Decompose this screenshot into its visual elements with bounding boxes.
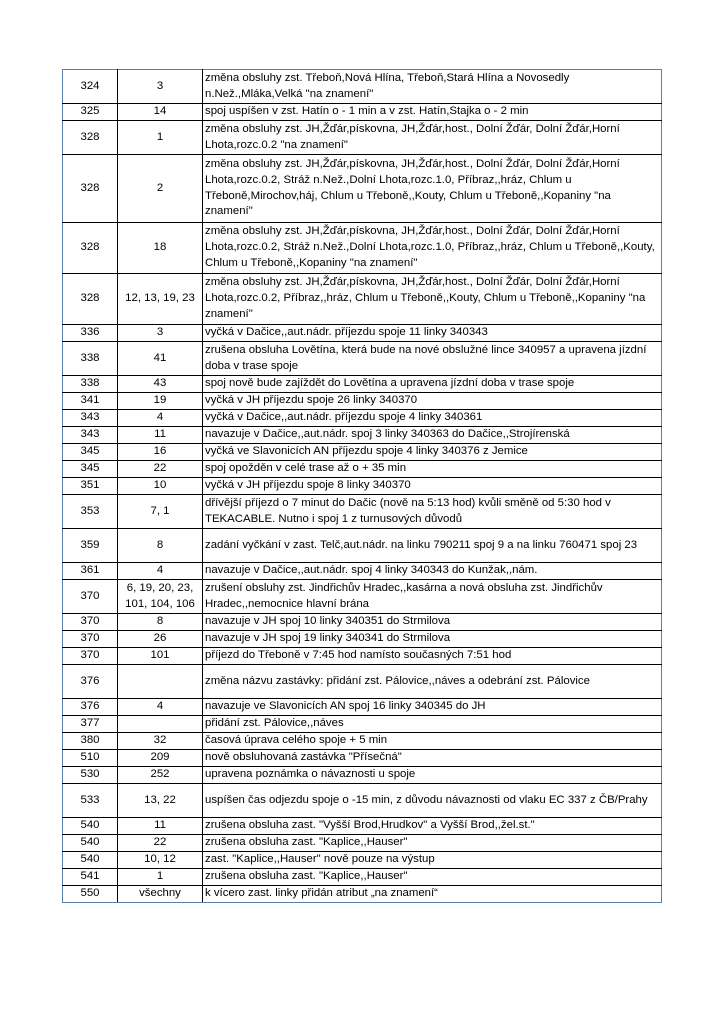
note-cell: zrušena obsluha zast. "Kaplice,,Hauser" [203,835,662,852]
table-row [63,223,662,274]
trip-cell: 209 [118,750,203,767]
table-row [63,427,662,444]
trip-cell: 12, 13, 19, 23 [118,274,203,325]
line-cell: 540 [63,818,118,835]
note-cell: vyčká v JH příjezdu spoje 8 linky 340370 [203,478,662,495]
line-cell: 510 [63,750,118,767]
trip-cell: 26 [118,631,203,648]
table-row [63,478,662,495]
trip-cell: 8 [118,614,203,631]
table-row [63,274,662,325]
table-row [63,104,662,121]
line-cell: 380 [63,733,118,750]
line-cell: 540 [63,852,118,869]
line-cell: 345 [63,461,118,478]
note-cell: zadání vyčkání v zast. Telč,aut.nádr. na linku 790211 spoj 9 a na linku 760471 spoj 23 [203,529,662,563]
table-row [63,121,662,155]
table-row [63,563,662,580]
changes-table [62,69,662,903]
trip-cell: 252 [118,767,203,784]
table-row [63,325,662,342]
line-cell: 341 [63,393,118,410]
trip-cell: 10 [118,478,203,495]
trip-cell: 4 [118,699,203,716]
table-row [63,784,662,818]
trip-cell: 4 [118,563,203,580]
note-cell: změna názvu zastávky: přidání zst. Pálovice,,náves a odebrání zst. Pálovice [203,665,662,699]
line-cell: 324 [63,70,118,104]
trip-cell: 11 [118,427,203,444]
table-row [63,733,662,750]
trip-cell: 6, 19, 20, 23, 101, 104, 106 [118,580,203,614]
note-cell: změna obsluhy zst. Třeboň,Nová Hlína, Třeboň,Stará Hlína a Novosedly n.Než.,Mláka,Velká "na znamení" [203,70,662,104]
line-cell: 376 [63,699,118,716]
trip-cell: 16 [118,444,203,461]
note-cell: dřívější příjezd o 7 minut do Dačic (nově na 5:13 hod) kvůli směně od 5:30 hod v TEKACABLE. Nutno i spoj 1 z turnusových důvodů [203,495,662,529]
note-cell: navazuje v Dačice,,aut.nádr. spoj 3 linky 340363 do Dačice,,Strojírenská [203,427,662,444]
trip-cell: 3 [118,325,203,342]
trip-cell: 4 [118,410,203,427]
table-row [63,393,662,410]
table-row [63,461,662,478]
trip-cell: 41 [118,342,203,376]
trip-cell: 101 [118,648,203,665]
trip-cell: 14 [118,104,203,121]
line-cell: 361 [63,563,118,580]
trip-cell: všechny [118,886,203,903]
trip-cell: 43 [118,376,203,393]
note-cell: vyčká v JH příjezdu spoje 26 linky 340370 [203,393,662,410]
line-cell: 336 [63,325,118,342]
note-cell: vyčká ve Slavonicích AN příjezdu spoje 4 linky 340376 z Jemice [203,444,662,461]
line-cell: 345 [63,444,118,461]
line-cell: 370 [63,631,118,648]
table-row [63,580,662,614]
note-cell: k vícero zast. linky přidán atribut „na znamení“ [203,886,662,903]
note-cell: změna obsluhy zst. JH,Žďár,pískovna, JH,Žďár,host., Dolní Žďár, Dolní Žďár,Horní Lhota,rozc.0.2, Příbraz,,hráz, Chlum u Třeboně,,Kouty, Chlum u Třeboně,,Kopaniny "na znamení" [203,274,662,325]
note-cell: navazuje v Dačice,,aut.nádr. spoj 4 linky 340343 do Kunžak,,nám. [203,563,662,580]
line-cell: 376 [63,665,118,699]
trip-cell: 32 [118,733,203,750]
note-cell: uspíšen čas odjezdu spoje o -15 min, z důvodu návaznosti od vlaku EC 337 z ČB/Prahy [203,784,662,818]
note-cell: příjezd do Třeboně v 7:45 hod namísto současných 7:51 hod [203,648,662,665]
note-cell: navazuje v JH spoj 19 linky 340341 do Strmilova [203,631,662,648]
line-cell: 343 [63,410,118,427]
note-cell: vyčká v Dačice,,aut.nádr. příjezdu spoje 4 linky 340361 [203,410,662,427]
trip-cell [118,716,203,733]
trip-cell: 19 [118,393,203,410]
table-row [63,614,662,631]
note-cell: změna obsluhy zst. JH,Žďár,pískovna, JH,Žďár,host., Dolní Žďár, Dolní Žďár,Horní Lhota,rozc.0.2, Stráž n.Než.,Dolní Lhota,rozc.1.0, Příbraz,,hráz, Chlum u Třeboně,,Kouty, Chlum u Třeboně,,Kopaniny "na znamení" [203,223,662,274]
table-row [63,495,662,529]
line-cell: 370 [63,580,118,614]
note-cell: spoj nově bude zajíždět do Lovětína a upravena jízdní doba v trase spoje [203,376,662,393]
line-cell: 359 [63,529,118,563]
note-cell: zast. "Kaplice,,Hauser" nově pouze na výstup [203,852,662,869]
trip-cell: 18 [118,223,203,274]
trip-cell: 2 [118,155,203,223]
note-cell: přidání zst. Pálovice,,náves [203,716,662,733]
trip-cell: 22 [118,835,203,852]
trip-cell [118,665,203,699]
table-row [63,70,662,104]
table-row [63,886,662,903]
note-cell: zrušena obsluha zast. "Vyšší Brod,Hrudkov" a Vyšší Brod,,žel.st." [203,818,662,835]
table-row [63,767,662,784]
table-row [63,818,662,835]
line-cell: 338 [63,376,118,393]
note-cell: nově obsluhovaná zastávka "Přísečná" [203,750,662,767]
note-cell: změna obsluhy zst. JH,Žďár,pískovna, JH,Žďár,host., Dolní Žďár, Dolní Žďár,Horní Lhota,rozc.0.2 "na znamení" [203,121,662,155]
table-row [63,835,662,852]
trip-cell: 8 [118,529,203,563]
note-cell: upravena poznámka o návaznosti u spoje [203,767,662,784]
line-cell: 353 [63,495,118,529]
line-cell: 370 [63,614,118,631]
table-row [63,852,662,869]
trip-cell: 1 [118,869,203,886]
table-row [63,529,662,563]
trip-cell: 10, 12 [118,852,203,869]
line-cell: 328 [63,223,118,274]
line-cell: 328 [63,274,118,325]
line-cell: 370 [63,648,118,665]
note-cell: časová úprava celého spoje + 5 min [203,733,662,750]
line-cell: 540 [63,835,118,852]
table-row [63,444,662,461]
table-row [63,750,662,767]
line-cell: 328 [63,121,118,155]
trip-cell: 3 [118,70,203,104]
line-cell: 530 [63,767,118,784]
line-cell: 377 [63,716,118,733]
note-cell: zrušena obsluha Lovětína, která bude na nové obslužné lince 340957 a upravena jízdní doba v trase spoje [203,342,662,376]
note-cell: spoj uspíšen v zst. Hatín o - 1 min a v zst. Hatín,Stajka o - 2 min [203,104,662,121]
line-cell: 541 [63,869,118,886]
note-cell: spoj opožděn v celé trase až o + 35 min [203,461,662,478]
line-cell: 338 [63,342,118,376]
line-cell: 343 [63,427,118,444]
trip-cell: 11 [118,818,203,835]
table-row [63,376,662,393]
line-cell: 351 [63,478,118,495]
note-cell: zrušení obsluhy zst. Jindřichův Hradec,,kasárna a nová obsluha zst. Jindřichův Hradec,,nemocnice hlavní brána [203,580,662,614]
table-row [63,648,662,665]
table-row [63,342,662,376]
trip-cell: 13, 22 [118,784,203,818]
note-cell: zrušena obsluha zast. "Kaplice,,Hauser" [203,869,662,886]
table-row [63,869,662,886]
table-row [63,699,662,716]
note-cell: navazuje v JH spoj 10 linky 340351 do Strmilova [203,614,662,631]
trip-cell: 1 [118,121,203,155]
line-cell: 550 [63,886,118,903]
table-row [63,631,662,648]
note-cell: navazuje ve Slavonicích AN spoj 16 linky 340345 do JH [203,699,662,716]
changes-table-body [63,70,662,903]
line-cell: 328 [63,155,118,223]
note-cell: změna obsluhy zst. JH,Žďár,pískovna, JH,Žďár,host., Dolní Žďár, Dolní Žďár,Horní Lhota,rozc.0.2, Stráž n.Než.,Dolní Lhota,rozc.1.0, Příbraz,,hráz, Chlum u Třeboně,Mirochov,háj, Chlum u Třeboně,,Kouty, Chlum u Třeboně,,Kopaniny "na znamení" [203,155,662,223]
trip-cell: 22 [118,461,203,478]
line-cell: 325 [63,104,118,121]
line-cell: 533 [63,784,118,818]
table-row [63,155,662,223]
table-row [63,665,662,699]
table-row [63,716,662,733]
table-row [63,410,662,427]
trip-cell: 7, 1 [118,495,203,529]
note-cell: vyčká v Dačice,,aut.nádr. příjezdu spoje 11 linky 340343 [203,325,662,342]
